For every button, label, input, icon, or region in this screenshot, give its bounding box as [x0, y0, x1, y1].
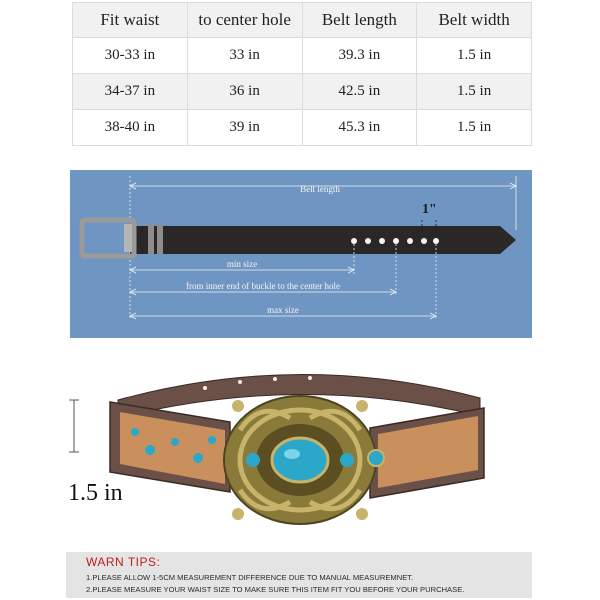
table-cell: 1.5 in: [417, 38, 532, 74]
header-center-hole: to center hole: [187, 3, 302, 38]
width-indicator: [69, 400, 79, 452]
table-row: [73, 74, 532, 110]
warn-tip-line-2: 2.PLEASE MEASURE YOUR WAIST SIZE TO MAKE SURE THIS ITEM FIT YOU BEFORE YOUR PURCHASE.: [86, 585, 465, 594]
table-cell: 38-40 in: [73, 110, 188, 146]
belt-measurement-diagram: [70, 170, 532, 338]
table-cell: 42.5 in: [302, 74, 417, 110]
table-cell: 1.5 in: [417, 110, 532, 146]
table-header-row: [73, 3, 532, 38]
warn-tip-line-1: 1.PLEASE ALLOW 1-5CM MEASUREMENT DIFFERENCE DUE TO MANUAL MEASUREMNET.: [86, 573, 414, 582]
warn-tips-title: WARN TIPS:: [86, 555, 161, 569]
warn-tips-box: [66, 552, 532, 598]
turquoise-inlay-right: [368, 450, 384, 466]
size-chart-table: [72, 2, 532, 146]
belt-illustration: [0, 360, 600, 540]
ornate-buckle: [224, 396, 376, 524]
belt-strap: [130, 226, 516, 254]
table-row: [73, 110, 532, 146]
center-hole-label: from inner end of buckle to the center hole: [186, 281, 340, 291]
hole-spacing-label: 1": [422, 202, 437, 217]
table-cell: 39.3 in: [302, 38, 417, 74]
diagram-drawing: [70, 170, 532, 338]
belt-length-label: Belt length: [300, 184, 340, 194]
header-fit-waist: Fit waist: [73, 3, 188, 38]
belt-width-label: 1.5 in: [68, 480, 123, 506]
table-row: [73, 38, 532, 74]
header-belt-width: Belt width: [417, 3, 532, 38]
table-cell: 36 in: [187, 74, 302, 110]
min-size-label: min size: [226, 259, 258, 269]
max-size-label: max size: [267, 305, 299, 315]
table-cell: 45.3 in: [302, 110, 417, 146]
buckle-shape: [82, 220, 163, 256]
header-belt-length: Belt length: [302, 3, 417, 38]
table-cell: 33 in: [187, 38, 302, 74]
table-cell: 1.5 in: [417, 74, 532, 110]
table-cell: 34-37 in: [73, 74, 188, 110]
table-cell: 39 in: [187, 110, 302, 146]
belt-product-photo: [0, 360, 600, 540]
table-cell: 30-33 in: [73, 38, 188, 74]
